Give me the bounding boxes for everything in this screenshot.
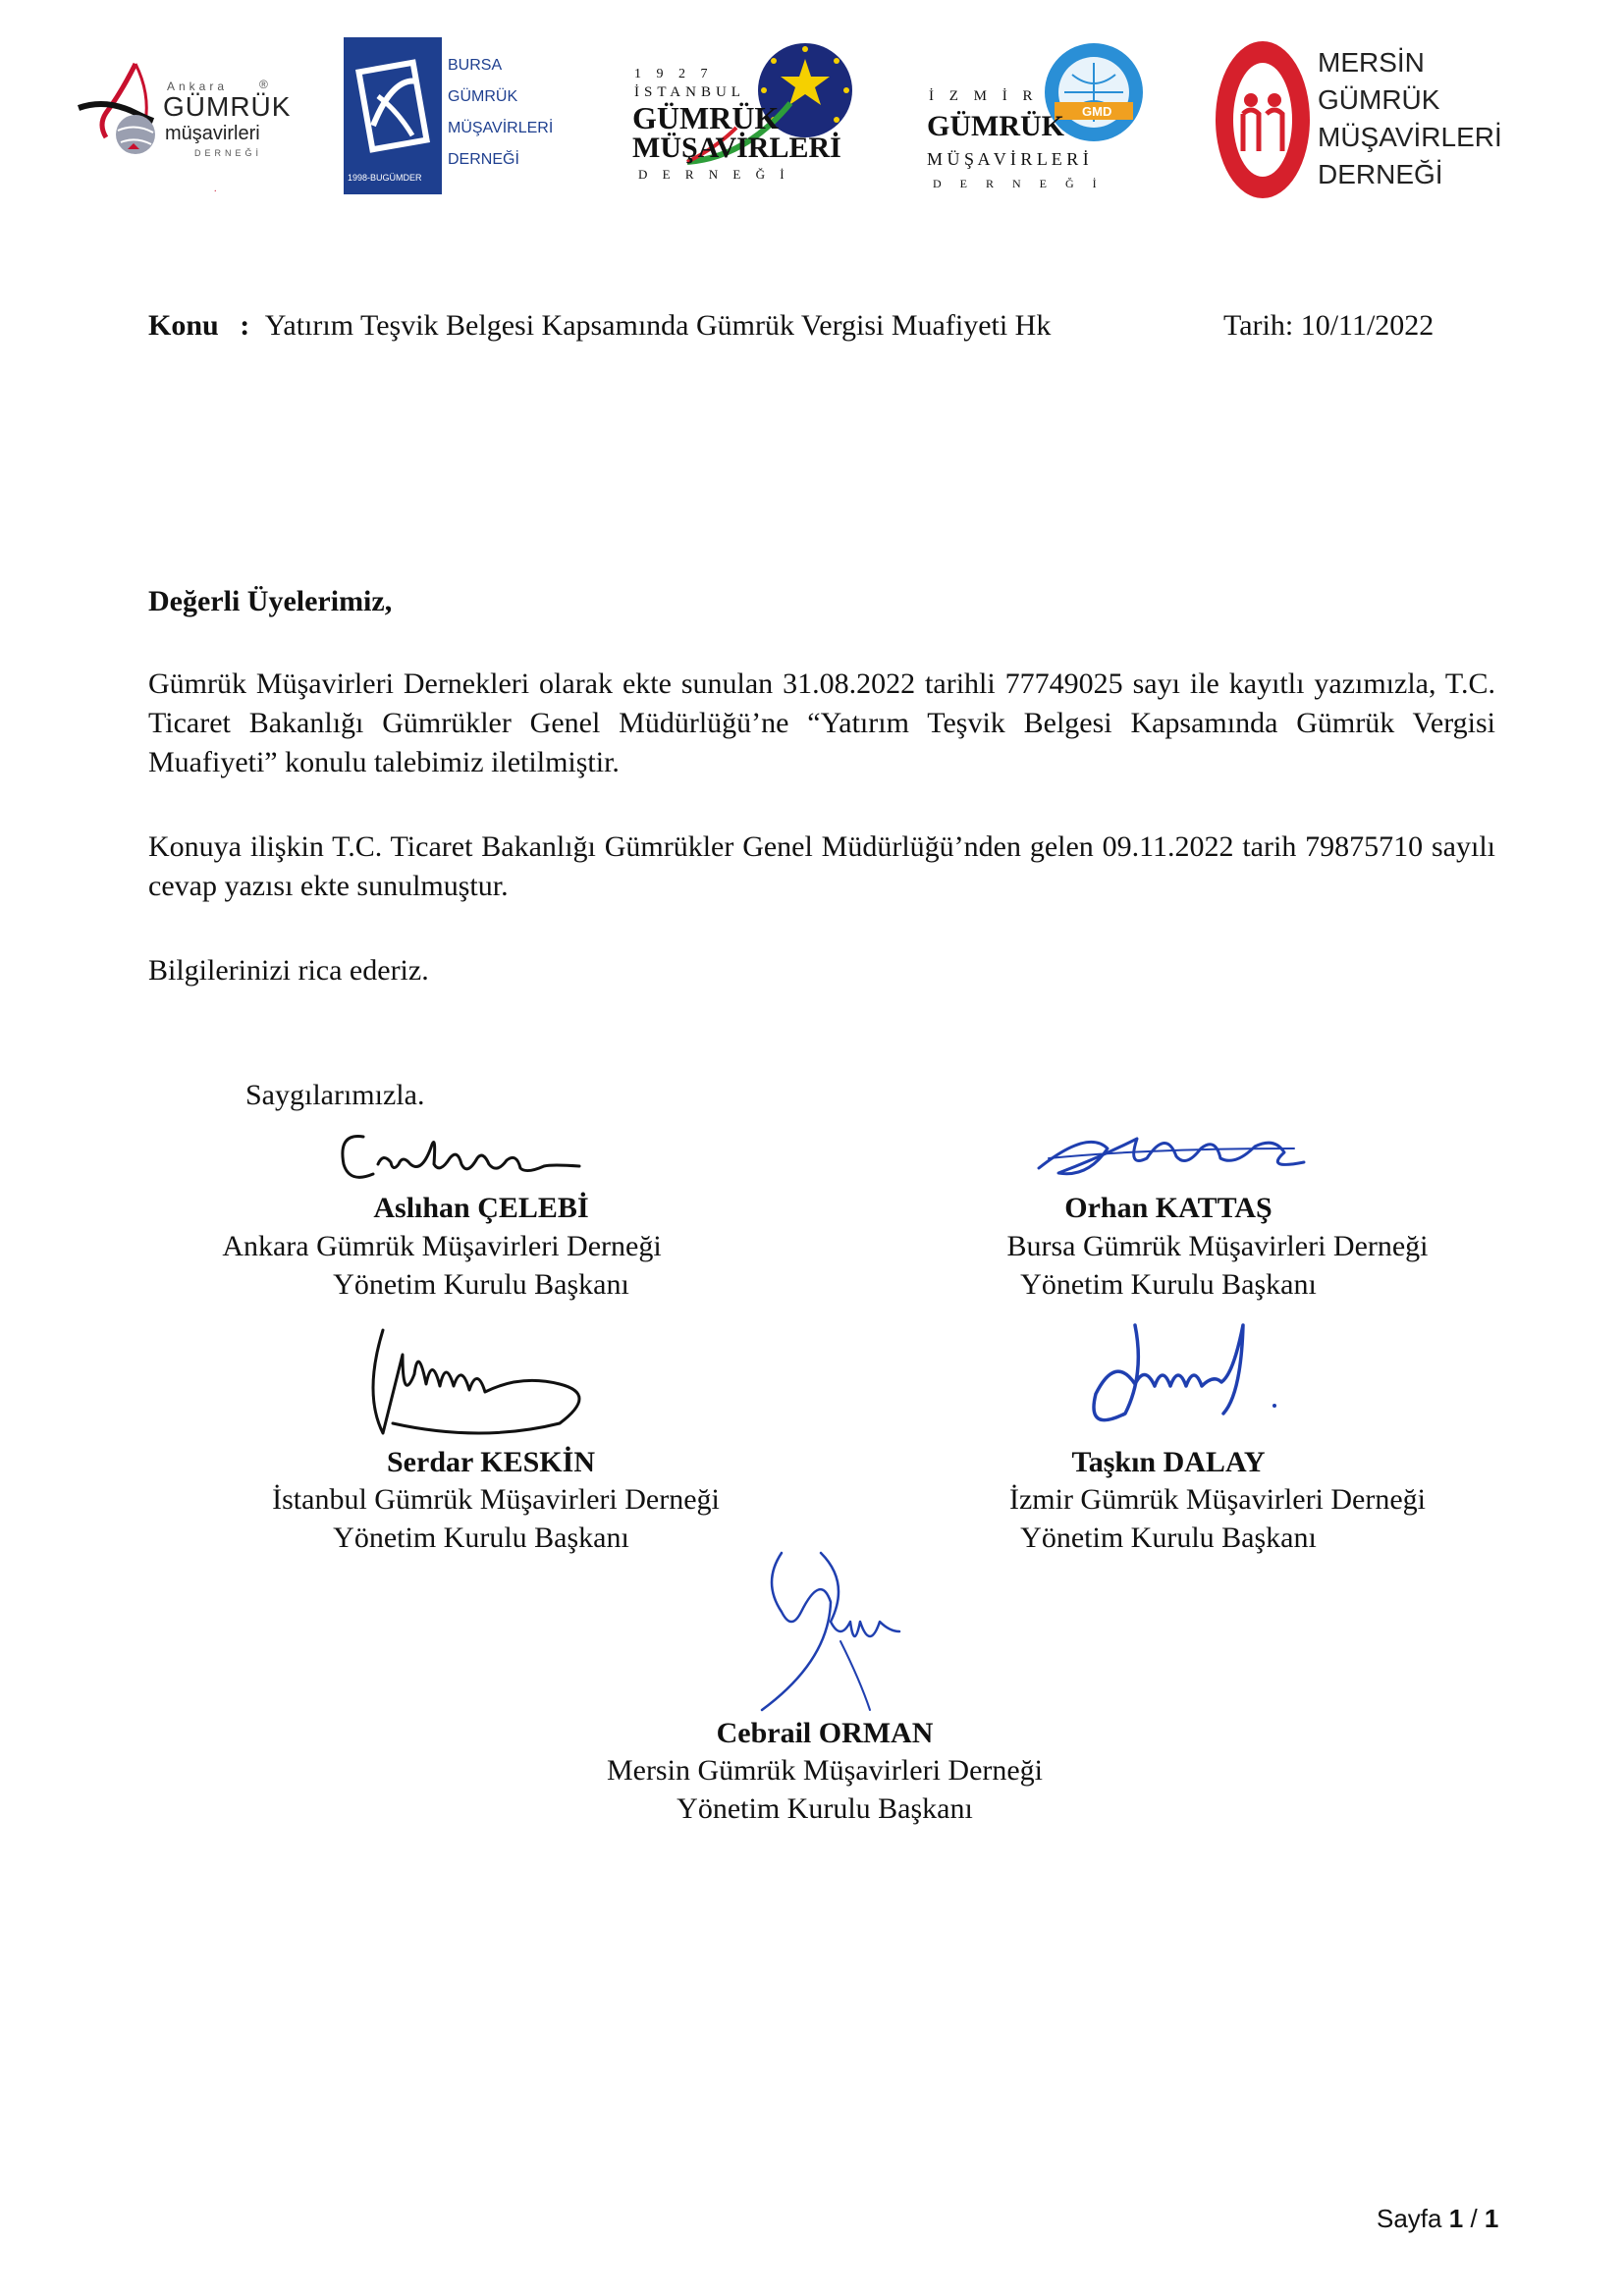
bursa-emblem-icon (344, 37, 442, 165)
page-separator: / (1470, 2204, 1478, 2233)
bursa-logo-line-3: MÜŞAVİRLERİ (448, 120, 554, 136)
mersin-logo-line-4: DERNEĞİ (1318, 159, 1443, 189)
izmir-logo-line-4: D E R N E Ğ İ (933, 177, 1105, 190)
subject-text: Yatırım Teşvik Belgesi Kapsamında Gümrük Vergisi Muafiyeti Hk (264, 309, 1052, 342)
date-value: 10/11/2022 (1300, 309, 1435, 342)
izmir-logo-line-2: GÜMRÜK (927, 110, 1064, 142)
bursa-logo-panel (442, 37, 554, 194)
bursa-association-logo (344, 37, 554, 194)
closing: Saygılarımızla. (245, 1079, 425, 1111)
istanbul-logo-year: 1 9 2 7 (634, 67, 714, 81)
ankara-association-logo (77, 54, 292, 194)
salutation: Değerli Üyelerimiz, (148, 585, 393, 617)
mersin-logo-line-3: MÜŞAVİRLERİ (1318, 122, 1502, 152)
page-current: 1 (1448, 2204, 1464, 2233)
signatory-1-org: Ankara Gümrük Müşavirleri Derneği (222, 1230, 662, 1262)
page-total: 1 (1484, 2204, 1499, 2233)
istanbul-logo-city: İSTANBUL (634, 84, 745, 100)
signatory-5-name: Cebrail ORMAN (716, 1717, 934, 1749)
bursa-logo-line-2: GÜMRÜK (448, 88, 518, 105)
svg-text:.: . (214, 184, 217, 194)
ankara-logo-reg-mark: ® (259, 78, 268, 91)
date-label: Tarih: (1223, 309, 1294, 342)
ankara-logo-bottom-text: DERNEĞİ (194, 148, 263, 158)
signatory-4-name: Taşkın DALAY (1071, 1446, 1266, 1478)
istanbul-association-logo (628, 29, 864, 187)
mersin-association-logo (1214, 35, 1502, 202)
date-line (1223, 306, 1434, 346)
mersin-logo-line-1: MERSİN (1318, 47, 1425, 78)
bursa-logo-line-4: DERNEĞİ (448, 151, 519, 168)
signatory-5-role: Yönetim Kurulu Başkanı (677, 1792, 973, 1825)
signature-keskin-image (363, 1315, 599, 1443)
signature-dalay-image (1066, 1315, 1292, 1443)
body-paragraph-2: Konuya ilişkin T.C. Ticaret Bakanlığı Gümrükler Genel Müdürlüğü’nden gelen 09.11.2022 tarih 79875710 sayılı cevap yazısı ekte sunulmuştur. (148, 830, 1495, 902)
subject-separator: : (240, 309, 250, 342)
ankara-logo-top-text: Ankara (167, 80, 229, 93)
ankara-logo-sub-text: müşavirleri (165, 123, 260, 144)
signatory-2-role: Yönetim Kurulu Başkanı (1020, 1268, 1317, 1301)
page-label: Sayfa (1377, 2204, 1442, 2233)
signature-celebi-image (334, 1125, 589, 1194)
signatory-4-org: İzmir Gümrük Müşavirleri Derneği (1008, 1483, 1427, 1516)
bursa-logo-caption: 1998-BUGÜMDER (348, 173, 422, 183)
signatory-3-org: İstanbul Gümrük Müşavirleri Derneği (272, 1483, 720, 1516)
izmir-logo-line-3: M Ü Ş A V İ R L E R İ (927, 149, 1089, 169)
mersin-logo-line-2: GÜMRÜK (1318, 84, 1440, 115)
istanbul-logo-line-2: GÜMRÜK (632, 100, 780, 135)
istanbul-logo-line-3: MÜŞAVİRLERİ (632, 132, 841, 164)
signatory-1-role: Yönetim Kurulu Başkanı (333, 1268, 629, 1301)
izmir-logo-badge: GMD (1082, 104, 1112, 119)
page-number (1377, 2202, 1498, 2235)
body-paragraph-3: Bilgilerinizi rica ederiz. (148, 954, 429, 987)
signature-kattas-image (1029, 1119, 1324, 1188)
ankara-logo-main-text: GÜMRÜK (163, 91, 292, 122)
body-paragraph-1: Gümrük Müşavirleri Dernekleri olarak ekte sunulan 31.08.2022 tarihli 77749025 sayı ile kayıtlı yazımızla, T.C. Ticaret Bakanlığı Gümrükler Genel Müdürlüğü’ne “Yatırım Teşvik Belgesi Kapsamında Gümrük Vergisi Muafiyeti” konulu talebimiz iletilmiştir. (148, 667, 1495, 778)
bursa-logo-line-1: BURSA (448, 57, 503, 74)
signatory-2-name: Orhan KATTAŞ (1064, 1192, 1272, 1224)
signature-orman-image (723, 1543, 939, 1720)
signatory-1-name: Aslıhan ÇELEBİ (373, 1192, 589, 1224)
mersin-emblem-icon (1214, 35, 1312, 202)
istanbul-logo-line-4: D E R N E Ğ İ (638, 167, 790, 182)
signatory-2-org: Bursa Gümrük Müşavirleri Derneği (1006, 1230, 1429, 1262)
subject-label: Konu (148, 309, 219, 342)
signatory-5-org: Mersin Gümrük Müşavirleri Derneği (606, 1754, 1044, 1787)
izmir-logo-city: İ Z M İ R (929, 88, 1039, 104)
izmir-association-logo (927, 33, 1153, 200)
bursa-logo-block (344, 37, 442, 194)
signatory-4-role: Yönetim Kurulu Başkanı (1020, 1522, 1317, 1554)
signatory-3-role: Yönetim Kurulu Başkanı (333, 1522, 629, 1554)
signatory-3-name: Serdar KESKİN (387, 1446, 595, 1478)
